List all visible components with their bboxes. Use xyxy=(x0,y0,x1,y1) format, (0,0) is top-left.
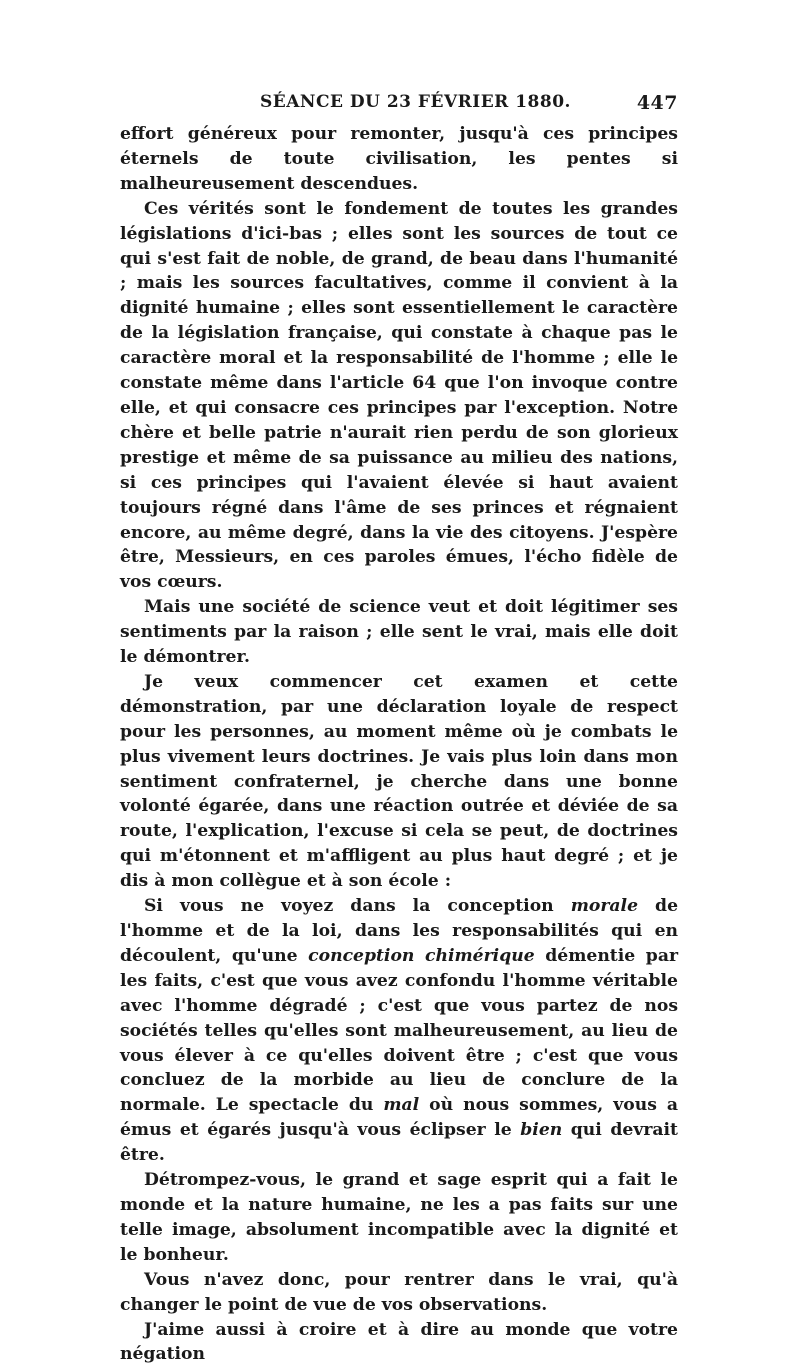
text-run: J'aime aussi à croire et à dire au monde que votre négation xyxy=(120,1320,678,1365)
paragraph xyxy=(120,894,678,1168)
text-run: Ces vérités sont le fondement de toutes les grandes législations d'ici-bas ; elles sont les sources de tout ce qui s'est fait de noble, de grand, de beau dans l'humanité ; mais les sources facultatives, comme il convient à la dignité humaine ; elles sont essentiellement le caractère de la législation française, qui constate à chaque pas le caractère moral et la responsabilité de l'homme ; elle le constate même dans l'article 64 que l'on invoque contre elle, et qui consacre ces principes par l'exception. Notre chère et belle patrie n'aurait rien perdu de son glorieux prestige et même de sa puissance au milieu des nations, si ces principes qui l'avaient élevée si haut avaient toujours régné dans l'âme de ses princes et régnaient encore, au même degré, dans la vie des citoyens. J'espère être, Messieurs, en ces paroles émues, l'écho fidèle de vos cœurs. xyxy=(120,199,678,593)
paragraph xyxy=(120,1318,678,1367)
text-run: qui devrait être. xyxy=(120,1120,678,1165)
paragraph xyxy=(120,197,678,596)
page-header xyxy=(120,88,678,118)
text-run: où nous sommes, vous a émus et égarés jusqu'à vous éclipser le xyxy=(120,1095,678,1140)
text-run: démentie par les faits, c'est que vous avez confondu l'homme véritable avec l'homme dégradé ; c'est que vous partez de nos sociétés telles qu'elles sont malheureusement, au lieu de vous élever à ce qu'elles doivent être ; c'est que vous concluez de la morbide au lieu de conclure de la normale. Le spectacle du xyxy=(120,946,678,1115)
text-run: Mais une société de science veut et doit légitimer ses sentiments par la raison ; elle sent le vrai, mais elle doit le démontrer. xyxy=(120,597,678,667)
running-head: SÉANCE DU 23 FÉVRIER 1880. xyxy=(260,92,571,112)
text-run: effort généreux pour remonter, jusqu'à ces principes éternels de toute civilisation, les pentes si malheureusement descendues. xyxy=(120,124,678,194)
text-run: Si vous ne voyez dans la conception xyxy=(144,896,571,916)
paragraph xyxy=(120,1268,678,1318)
paragraph xyxy=(120,595,678,670)
paragraph xyxy=(120,670,678,894)
text-run: de l'homme et de la loi, dans les responsabilités qui en découlent, qu'une xyxy=(120,896,678,966)
body-text xyxy=(120,122,678,1367)
text-run: Détrompez-vous, le grand et sage esprit qui a fait le monde et la nature humaine, ne les a pas faits sur une telle image, absolument incompatible avec la dignité et le bonheur. xyxy=(120,1170,678,1265)
italic-text: mal xyxy=(383,1095,419,1115)
text-run: Vous n'avez donc, pour rentrer dans le vrai, qu'à changer le point de vue de vos observations. xyxy=(120,1270,678,1315)
book-page xyxy=(120,88,678,1367)
italic-text: bien xyxy=(520,1120,562,1140)
page-number: 447 xyxy=(637,92,678,114)
paragraph xyxy=(120,122,678,197)
paragraph xyxy=(120,1168,678,1268)
text-run: Je veux commencer cet examen et cette démonstration, par une déclaration loyale de respect pour les personnes, au moment même où je combats le plus vivement leurs doctrines. Je vais plus loin dans mon sentiment confraternel, je cherche dans une bonne volonté égarée, dans une réaction outrée et déviée de sa route, l'explication, l'excuse si cela se peut, de doctrines qui m'étonnent et m'affligent au plus haut degré ; et je dis à mon collègue et à son école : xyxy=(120,672,678,891)
italic-text: morale xyxy=(571,896,638,916)
italic-text: conception chimérique xyxy=(308,946,535,966)
